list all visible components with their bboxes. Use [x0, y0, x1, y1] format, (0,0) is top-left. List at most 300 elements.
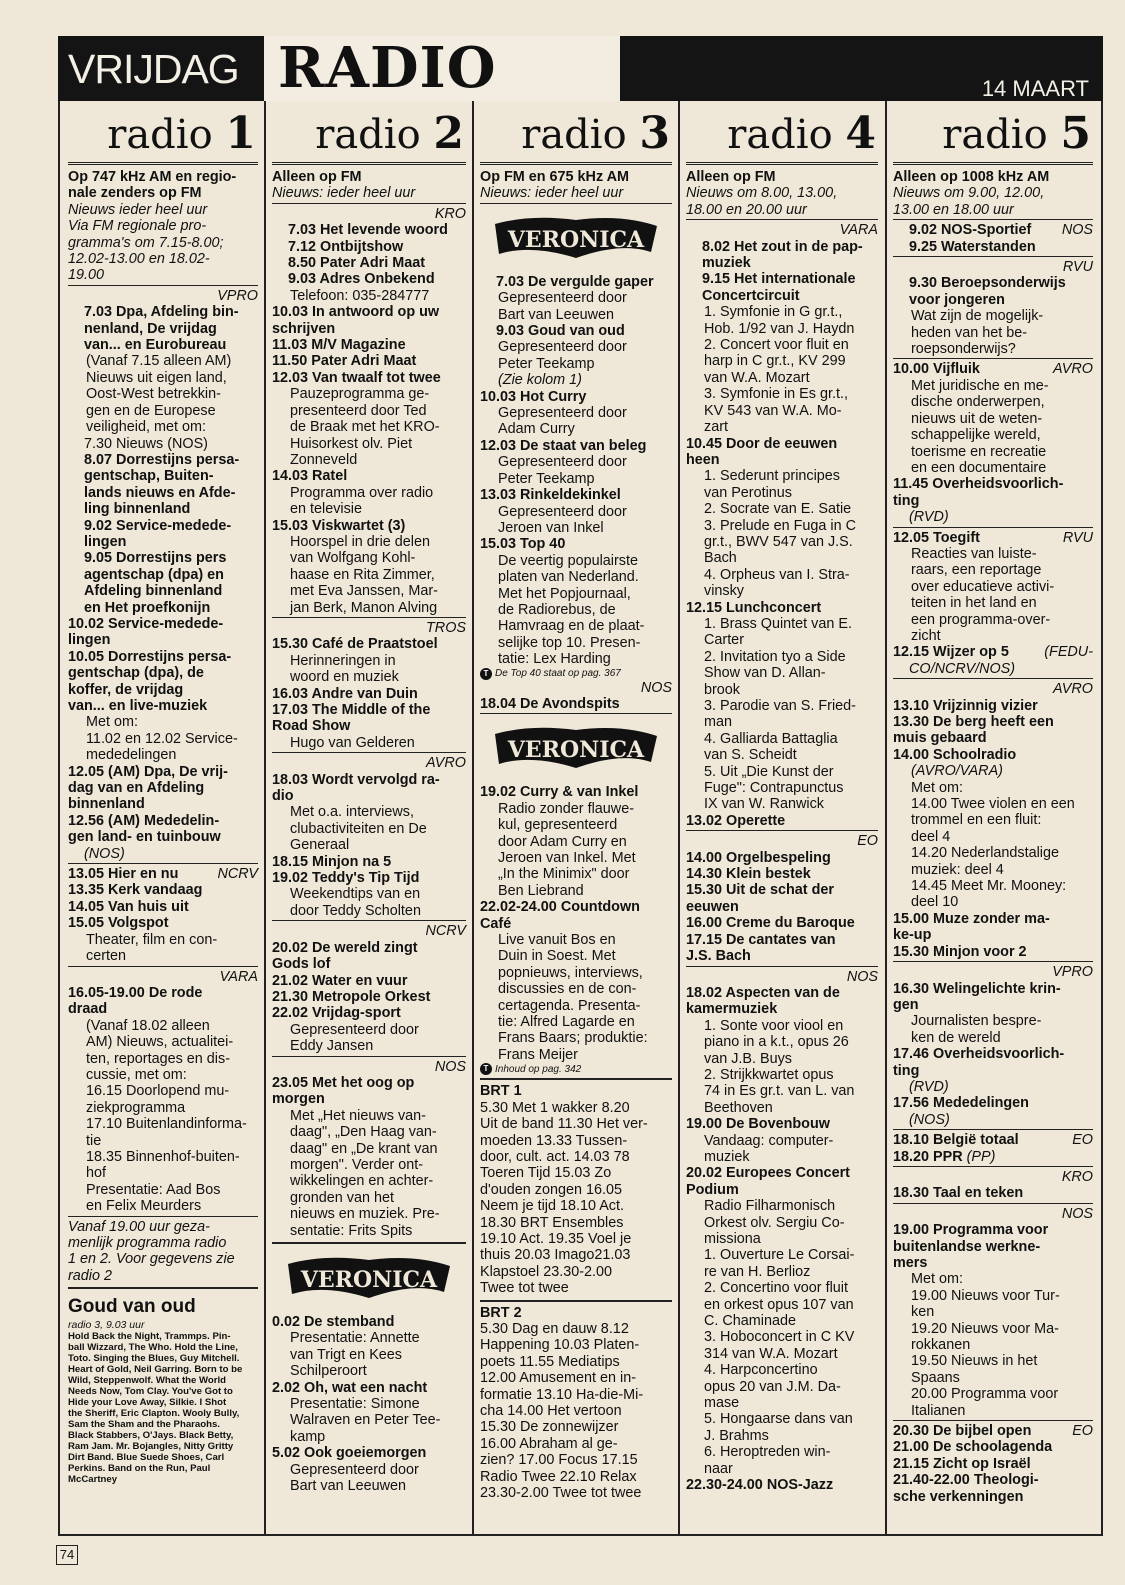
broadcaster-tag: (PP) — [966, 1148, 996, 1165]
text-line: 6. Heroptreden win- — [704, 1444, 831, 1461]
text-line: Nieuws ieder heel uur — [68, 201, 208, 218]
broadcaster-tag: (AVRO/VARA) — [911, 763, 1003, 780]
text-line: schappelijke wereld, — [911, 427, 1041, 444]
program-description — [272, 386, 466, 468]
text-line: Café — [480, 915, 512, 932]
logo-text: VERONICA — [507, 737, 645, 764]
veronica-logo — [480, 720, 672, 778]
text-line: 12.05 (AM) Dpa, De vrij- — [68, 763, 228, 780]
text-line: nale zenders op FM — [68, 185, 202, 202]
program-title: 15.03 Viskwartet (3) — [272, 517, 406, 534]
program-description — [480, 553, 672, 668]
text-line: tatie: Lex Harding — [498, 651, 611, 668]
text-line: Heart of Gold, Neil Garring. Born to be — [68, 1364, 243, 1376]
text-line: ball Wizzard, The Who. Hold the Line, — [68, 1342, 238, 1354]
text-line: 5.30 Met 1 wakker 8.20 — [480, 1099, 630, 1116]
divider — [893, 1203, 1093, 1204]
text-line: Twee tot twee — [480, 1280, 569, 1297]
column-heading — [686, 108, 878, 165]
text-line: mededelingen — [86, 747, 177, 764]
schedule-note — [68, 1219, 258, 1285]
text-line: Fuge": Contrapunctus — [704, 780, 844, 797]
program-description — [480, 405, 672, 438]
text-line: (Vanaf 18.02 alleen — [86, 1017, 210, 1034]
tv-guide-icon: T — [480, 668, 492, 680]
broadcaster-tag: NCRV — [425, 923, 466, 940]
text-line: 7.03 Het levende woord — [288, 222, 448, 239]
text-line: daag" en „De krant van — [290, 1140, 438, 1157]
text-line: thuis 20.03 Imago21.03 — [480, 1247, 631, 1264]
column-divider — [678, 101, 680, 1536]
program-description — [480, 801, 672, 899]
text-line: 17.03 The Middle of the — [272, 702, 431, 718]
text-line: Uit de band 11.30 Het ver- — [480, 1116, 648, 1133]
text-line: 10.05 Dorrestijns persa- — [68, 648, 232, 665]
divider — [893, 527, 1093, 528]
text-line: 14.00 Twee violen en een — [911, 796, 1075, 813]
text-line: 23.05 Met het oog op — [272, 1074, 415, 1091]
banner-day: VRIJDAG — [68, 46, 239, 92]
program-title — [68, 649, 258, 715]
text-line: platen van Nederland. — [498, 569, 639, 586]
text-line: en Felix Meurders — [86, 1198, 202, 1215]
banner-date: 14 MAART — [981, 76, 1089, 101]
broadcaster-tag: EO — [857, 833, 878, 850]
text-line: 15.00 Muze zonder ma- — [893, 910, 1050, 927]
text-line: 19.00 Nieuws voor Tur- — [911, 1287, 1060, 1304]
text-line: Gepresenteerd door — [498, 503, 627, 520]
text-line: 17.46 Overheidsvoorlich- — [893, 1046, 1065, 1063]
text-line: de Braak met het KRO- — [290, 419, 440, 436]
page-number: 74 — [56, 1545, 78, 1565]
text-line: 1 en 2. Voor gegevens zie — [68, 1251, 235, 1268]
program-description — [480, 932, 672, 1063]
text-line: 21.30 Metropole Orkest — [272, 988, 431, 1005]
text-line: Radio Twee 22.10 Relax — [480, 1468, 637, 1485]
veronica-logo-icon — [491, 214, 661, 264]
section-heading: BRT 2 — [480, 1304, 522, 1321]
text-line: Hamvraag en de plaat- — [498, 618, 645, 635]
text-line: 74 in Es gr.t. van L. van — [704, 1083, 855, 1100]
text-line: Duin in Soest. Met — [498, 948, 616, 965]
column-radio4 — [686, 108, 878, 1494]
program-description: Hugo van Gelderen — [290, 734, 415, 751]
text-line: 21.40-22.00 Theologi- — [893, 1472, 1039, 1489]
program-title: 15.30 Café de Praatstoel — [272, 636, 438, 653]
text-line: van J.B. Buys — [704, 1050, 792, 1067]
text-line: veiligheid, met om: — [86, 419, 206, 436]
text-line: Schilperoort — [290, 1363, 367, 1380]
program-item — [68, 436, 258, 452]
program-item — [893, 1149, 1093, 1165]
program-item — [893, 361, 1093, 377]
program-title: 9.25 Waterstanden — [909, 238, 1036, 255]
program-title: 18.04 De Avondspits — [480, 695, 620, 712]
text-line: Zonneveld — [290, 451, 358, 468]
text-line: teiten in het land en — [911, 595, 1037, 612]
text-line: heen — [686, 451, 720, 468]
text-line: van Trigt en Kees — [290, 1346, 402, 1363]
text-line: J.S. Bach — [686, 948, 751, 965]
text-line: Italianen — [911, 1402, 966, 1419]
program-title — [480, 899, 672, 932]
broadcaster-tag: (FEDU- — [1044, 644, 1093, 661]
program-title: 9.02 NOS-Sportief — [909, 222, 1032, 239]
program-title — [272, 686, 466, 735]
text-line: 18.35 Binnenhof-buiten- — [86, 1148, 240, 1165]
text-line: 13.35 Kerk vandaag — [68, 882, 203, 899]
text-line: Happening 10.03 Platen- — [480, 1337, 640, 1354]
text-line: zien? 17.00 Focus 17.15 — [480, 1452, 638, 1469]
program-description — [893, 378, 1093, 476]
sidebar-playlist — [68, 1331, 258, 1485]
text-line: Programma over radio — [290, 484, 434, 501]
text-line: 3. Symfonie in Es gr.t., — [704, 386, 848, 403]
program-description: Telefoon: 035-284777 — [290, 287, 430, 304]
text-line: 1. Sederunt principes — [704, 468, 840, 485]
text-line: 16.00 Creme du Baroque — [686, 915, 855, 932]
text-line: 13.10 Vrijzinnig vizier — [893, 697, 1038, 714]
text-line: 20.02 Europees Concert — [686, 1165, 850, 1182]
text-line: 9.02 Service-medede- — [84, 517, 232, 534]
program-description — [480, 290, 672, 323]
text-line: muis gebaard — [893, 730, 987, 747]
text-line: re van H. Berlioz — [704, 1263, 811, 1280]
text-line: Theater, film en con- — [86, 931, 218, 948]
broadcaster-tag: (RVD) — [909, 1078, 949, 1095]
text-line: Vandaag: computer- — [704, 1132, 834, 1149]
text-line: 23.30-2.00 Twee tot twee — [480, 1485, 642, 1502]
text-line: 22.02 Vrijdag-sport — [272, 1005, 401, 1022]
text-line: Gepresenteerd door — [498, 339, 627, 356]
text-line: Live vanuit Bos en — [498, 932, 616, 949]
text-line: Op 747 kHz AM en regio- — [68, 169, 237, 185]
text-line: toerisme en recreatie — [911, 443, 1047, 460]
program-item — [893, 644, 1093, 660]
station-news-info — [686, 185, 878, 218]
heading-word: radio — [942, 112, 1048, 158]
program-description — [68, 1018, 258, 1215]
text-line: ke-up — [893, 927, 932, 944]
text-line: Hold Back the Night, Trammps. Pin- — [68, 1331, 231, 1343]
text-line: sche verkenningen — [893, 1488, 1024, 1505]
text-line: dag van en Afdeling — [68, 780, 205, 797]
text-line: 13.30 De berg heeft een — [893, 714, 1054, 730]
text-line: certen — [86, 948, 126, 965]
program-note: (Zie kolom 1) — [498, 372, 582, 389]
text-line: en een documentaire — [911, 459, 1047, 476]
text-line: 19.50 Nieuws in het — [911, 1353, 1038, 1370]
divider — [272, 1242, 466, 1244]
program-title: 12.15 Lunchconcert — [686, 599, 822, 616]
text-line: Huisorkest olv. Piet — [290, 435, 413, 452]
text-line: brook — [704, 681, 740, 698]
text-line: en televisie — [290, 501, 362, 518]
text-line: 1. Ouverture Le Corsai- — [704, 1247, 855, 1264]
divider — [68, 966, 258, 967]
program-title — [68, 813, 258, 846]
program-title — [272, 854, 466, 887]
text-line: 18.15 Minjon na 5 — [272, 853, 392, 870]
text-line: deel 10 — [911, 894, 959, 911]
text-line: KV 543 van W.A. Mo- — [704, 402, 842, 419]
program-title — [68, 882, 258, 931]
text-line: De veertig populairste — [498, 552, 638, 569]
text-line: 14.00 Schoolradio — [893, 746, 1017, 763]
station-frequency — [68, 169, 258, 202]
broadcaster-tag: EO — [1072, 1423, 1093, 1440]
text-line: 19.20 Nieuws voor Ma- — [911, 1320, 1059, 1337]
text-line: 2. Strijkkwartet opus — [704, 1066, 834, 1083]
program-description — [272, 1022, 466, 1055]
text-line: 1. Sonte voor viool en — [704, 1017, 844, 1034]
text-line: van Wolfgang Kohl- — [290, 550, 416, 567]
text-line: discussies en de con- — [498, 981, 637, 998]
program-description — [68, 353, 258, 435]
sidebar-title: Goud van oud — [68, 1296, 196, 1318]
text-line: Podium — [686, 1181, 739, 1198]
text-line: 4. Galliarda Battaglia — [704, 730, 838, 747]
text-line: deel 4 — [911, 828, 951, 845]
text-line: een programma-over- — [911, 611, 1051, 628]
text-line: 13.00 en 18.00 uur — [893, 201, 1014, 218]
text-line: Bart van Leeuwen — [498, 306, 615, 323]
text-line: ting — [893, 492, 920, 509]
broadcaster-tag: (NOS) — [84, 845, 125, 862]
divider — [893, 256, 1093, 257]
text-line: Frans Meijer — [498, 1046, 578, 1063]
text-line: 20.02 De wereld zingt — [272, 939, 418, 956]
divider — [893, 1166, 1093, 1167]
program-title: 12.05 Toegift — [893, 529, 980, 546]
text-line: 22.02-24.00 Countdown — [480, 899, 640, 916]
program-title: 22.30-24.00 NOS-Jazz — [686, 1477, 834, 1494]
broadcaster-tag: NOS — [640, 679, 672, 696]
text-line: roepsonderwijs? — [911, 341, 1016, 358]
text-line: Gepresenteerd door — [290, 1021, 419, 1038]
text-line: 12.02-13.00 en 18.02- — [68, 251, 210, 268]
text-line: formatie 13.10 Ha-die-Mi- — [480, 1386, 644, 1403]
text-line: 14.20 Nederlandstalige — [911, 845, 1060, 862]
text-line: Jeroen van Inkel. Met — [498, 850, 636, 866]
text-line: heden van het be- — [911, 324, 1028, 341]
broadcaster-tag: (NOS) — [909, 1111, 950, 1128]
page-reference-text: De Top 40 staat op pag. 367 — [495, 668, 621, 680]
text-line: Nieuws om 8.00, 13.00, — [686, 185, 838, 202]
text-line: dio — [272, 788, 294, 805]
text-line: Perkins. Band on the Run, Paul — [68, 1463, 211, 1475]
program-description — [272, 804, 466, 853]
text-line: „In the Minimix" door — [498, 866, 630, 883]
station-news-info: Nieuws: ieder heel uur — [480, 185, 624, 202]
text-line: 9.05 Dorrestijns pers — [84, 550, 227, 567]
program-title — [893, 698, 1093, 764]
divider — [68, 285, 258, 286]
program-title — [893, 981, 1093, 1014]
text-line: 19.00 — [68, 267, 105, 284]
text-line: 1. Brass Quintet van E. — [704, 615, 852, 632]
text-line: jan Berk, Manon Alving — [290, 599, 438, 616]
text-line: Road Show — [272, 718, 351, 735]
text-line: wikkelingen en achter- — [290, 1173, 434, 1190]
program-title: 19.00 De Bovenbouw — [686, 1116, 830, 1133]
logo-text: VERONICA — [300, 1267, 438, 1293]
veronica-logo — [480, 210, 672, 268]
text-line: Dirt Band. Blue Suede Shoes, Carl — [68, 1452, 225, 1464]
station-frequency: Alleen op FM — [272, 169, 362, 185]
program-description — [272, 1396, 466, 1445]
program-title — [893, 476, 1093, 509]
text-line: Show van D. Allan- — [704, 665, 826, 682]
text-line: Met het Popjournaal, — [498, 585, 631, 602]
text-line: Radio Filharmonisch — [704, 1198, 836, 1215]
text-line: 8.02 Het zout in de pap- — [702, 238, 863, 255]
station-frequency: Alleen op FM — [686, 169, 776, 185]
program-description — [272, 534, 466, 616]
text-line: sentatie: Frits Spits — [290, 1222, 413, 1239]
program-title — [68, 518, 258, 551]
text-line: Walraven en Peter Tee- — [290, 1412, 441, 1429]
program-title — [893, 275, 1093, 308]
text-line: 19.02 Teddy's Tip Tijd — [272, 870, 420, 887]
text-line: door, cult. act. 14.03 78 — [480, 1148, 630, 1165]
text-line: d'ouden zongen 16.05 — [480, 1181, 622, 1198]
text-line: Toto. Singing the Blues, Guy Mitchell. — [68, 1353, 240, 1365]
program-summary — [480, 1321, 672, 1501]
divider — [272, 752, 466, 753]
text-line: poets 11.55 Mediatips — [480, 1353, 620, 1370]
text-line: Presentatie: Simone — [290, 1396, 420, 1413]
divider — [68, 1216, 258, 1217]
column-heading — [68, 108, 258, 165]
text-line: Gods lof — [272, 956, 331, 973]
program-item — [893, 222, 1093, 238]
text-line: ken — [911, 1304, 935, 1321]
text-line: 17.10 Buitenlandinforma- — [86, 1116, 247, 1133]
text-line: 11.03 M/V Magazine — [272, 337, 406, 354]
column-radio3 — [480, 108, 672, 1501]
text-line: Wild, Steppenwolf. What the World — [68, 1375, 227, 1387]
divider — [480, 203, 672, 204]
text-line: Wat zijn de mogelijk- — [911, 308, 1044, 325]
text-line: Presentatie: Annette — [290, 1330, 420, 1347]
text-line: 5. Uit „Die Kunst der — [704, 763, 834, 780]
broadcaster-tag: VARA — [839, 222, 878, 239]
program-title — [68, 764, 258, 813]
program-description — [686, 1198, 878, 1477]
text-line: lands nieuws en Afde- — [84, 484, 236, 501]
text-line: en Het proefkonijn — [84, 599, 211, 616]
text-line: nieuws uit de weten- — [911, 410, 1043, 427]
text-line: 10.45 Door de eeuwen — [686, 435, 838, 452]
heading-number: 1 — [225, 108, 256, 159]
text-line: Met om: — [911, 779, 963, 796]
text-line: 12.00 Amusement en in- — [480, 1370, 636, 1387]
text-line: Gepresenteerd door — [498, 454, 627, 471]
text-line: Toeren Tijd 15.03 Zo — [480, 1165, 612, 1182]
text-line: 16.15 Doorlopend mu- — [86, 1083, 230, 1100]
column-heading — [272, 108, 466, 165]
text-line: (Vanaf 7.15 alleen AM) — [86, 353, 232, 370]
text-line: 7.12 Ontbijtshow — [288, 238, 404, 255]
text-line: missiona — [704, 1231, 761, 1247]
text-line: 2. Socrate van E. Satie — [704, 501, 852, 518]
text-line: man — [704, 714, 732, 731]
text-line: 2. Concertino voor fluit — [704, 1280, 848, 1297]
text-line: koffer, de vrijdag — [68, 681, 184, 698]
program-description — [68, 714, 258, 763]
program-title — [686, 1165, 878, 1198]
text-line: van... en Eurobureau — [84, 337, 227, 354]
text-line: dische onderwerpen, — [911, 394, 1045, 411]
text-line: 18.03 Wordt vervolgd ra- — [272, 771, 440, 788]
text-line: 18.02 Aspecten van de — [686, 984, 840, 1001]
text-line: Hoorspel in drie delen — [290, 533, 430, 550]
program-description — [68, 932, 258, 965]
text-line: Herinneringen in — [290, 652, 396, 669]
program-title: 18.20 PPR — [893, 1148, 963, 1165]
broadcaster-tag: AVRO — [426, 755, 466, 772]
program-title — [686, 850, 878, 965]
text-line: opus 20 van J.M. Da- — [704, 1378, 841, 1395]
text-line: selijke top 10. Presen- — [498, 634, 641, 651]
text-line: menlijk programma radio — [68, 1235, 227, 1251]
broadcaster-tag: VPRO — [1052, 964, 1093, 981]
program-description — [272, 1330, 466, 1379]
broadcaster-tag: NOS — [1061, 222, 1093, 239]
program-title: 18.30 Taal en teken — [893, 1185, 1024, 1202]
tv-guide-icon: T — [480, 1063, 492, 1075]
program-title — [893, 1046, 1093, 1079]
text-line: Jeroen van Inkel — [498, 519, 604, 536]
divider — [686, 830, 878, 831]
text-line: vinsky — [704, 583, 744, 600]
text-line: Weekendtips van en — [290, 886, 421, 903]
text-line: gronden van het — [290, 1189, 395, 1206]
veronica-logo-icon — [491, 724, 661, 774]
text-line: cha 14.00 Het vertoon — [480, 1403, 622, 1419]
divider — [272, 1056, 466, 1057]
text-line: Bart van Leeuwen — [290, 1478, 407, 1495]
text-line: 2. Concert voor fluit en — [704, 337, 849, 354]
text-line: gramma's om 7.15-8.00; — [68, 234, 224, 251]
text-line: Needs Now, Tom Clay. You've Got to — [68, 1386, 233, 1398]
program-title — [893, 911, 1093, 960]
heading-word: radio — [521, 112, 627, 158]
text-line: piano in a k.t., opus 26 — [704, 1034, 849, 1051]
program-description — [893, 1013, 1093, 1046]
broadcaster-tag: KRO — [434, 205, 466, 222]
program-title: 0.02 De stemband — [272, 1314, 395, 1330]
text-line: muziek — [704, 1148, 750, 1165]
sidebar-subtitle: radio 3, 9.03 uur — [68, 1319, 145, 1332]
page-reference — [480, 1063, 672, 1075]
broadcaster-tag: AVRO — [1053, 361, 1093, 378]
program-title: 12.15 Wijzer op 5 — [893, 644, 1009, 661]
divider — [68, 1287, 258, 1289]
program-description — [272, 653, 466, 686]
text-line: gen en de Europese — [86, 402, 216, 419]
program-title — [68, 550, 258, 616]
heading-number: 5 — [1060, 108, 1091, 159]
program-item — [893, 530, 1093, 546]
divider — [272, 920, 466, 921]
text-line: hof — [86, 1165, 107, 1182]
program-title: 14.03 Ratel — [272, 468, 348, 485]
text-line: Peter Teekamp — [498, 470, 595, 487]
text-line: 4. Orpheus van I. Stra- — [704, 566, 850, 583]
program-description — [686, 616, 878, 813]
